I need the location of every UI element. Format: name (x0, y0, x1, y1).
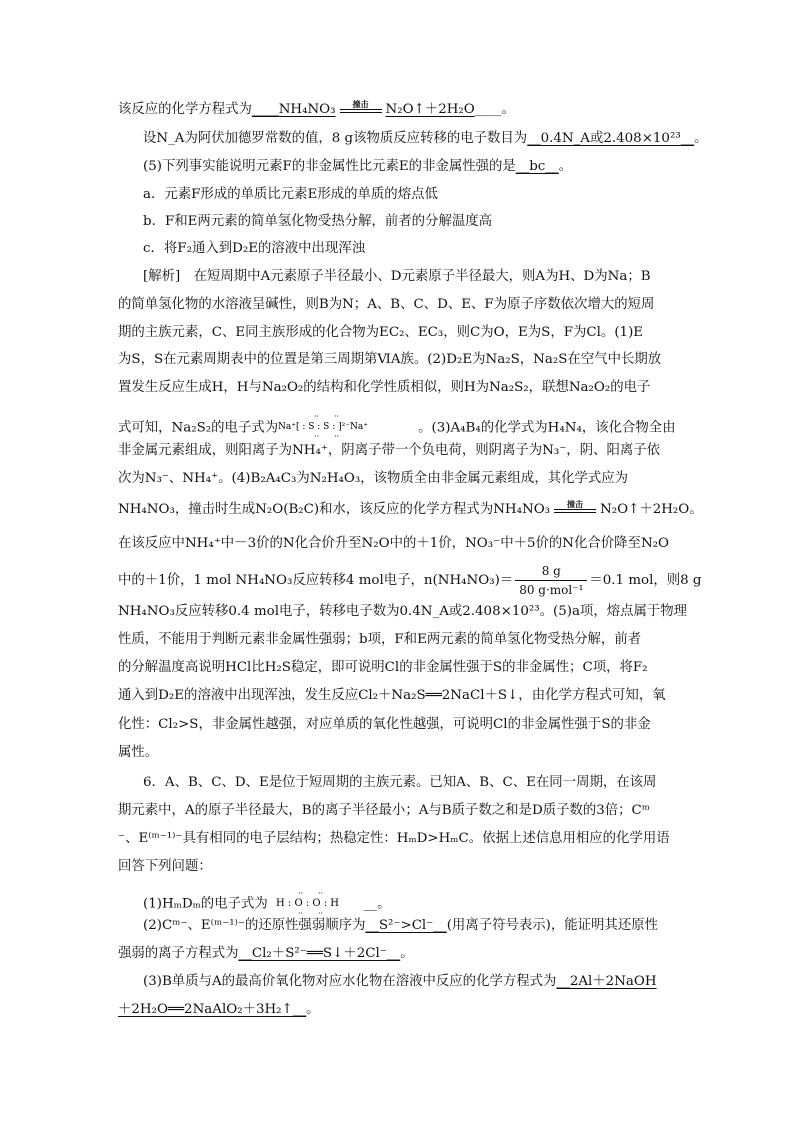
svg-text:··: ·· (317, 909, 323, 918)
text: __。 (363, 896, 391, 912)
question-6-line: 回答下列问题： (118, 859, 212, 874)
answer-blank: N₂O↑＋2H₂O (385, 102, 475, 117)
electron-formula-na2s2 (278, 413, 418, 443)
question-6-line: 6．A、B、C、D、E是位于短周期的主族元素。已知A、B、C、E在同一周期，在该周 (143, 775, 657, 790)
svg-text:··: ·· (314, 432, 320, 441)
answer-blank: ＋2H₂O══2NaAlO₂＋3H₂↑__ (118, 1002, 307, 1017)
option-c: c．将F₂通入到D₂E的溶液中出现浑浊 (143, 241, 366, 256)
analysis-line: NH₄NO₃反应转移0.4 mol电子，转移电子数为0.4N_A或2.408×10²³。(5)a项，熔点属于物理 (118, 604, 688, 619)
option-a: a．元素F形成的单质比元素E形成的单质的熔点低 (143, 187, 438, 202)
text: 设N_A为阿伏加德罗常数的值，8 g该物质反应转移的电子数目为 (143, 131, 528, 146)
svg-text:Na⁺[ : S : S : ]²⁻Na⁺: Na⁺[ : S : S : ]²⁻Na⁺ (278, 422, 369, 432)
analysis-line: [解析] 在短周期中A元素原子半径最小、D元素原子半径最大，则A为H、D为Na；B (143, 269, 651, 284)
analysis-line (118, 562, 702, 599)
electron-formula-drawing (268, 889, 364, 919)
analysis-line: 的简单氢化物的水溶液呈碱性，则B为N；A、B、C、D、E、F为原子序数依次增大的短周 (118, 297, 655, 312)
fraction (515, 562, 587, 599)
text: (2)Cᵐ⁻、E⁽ᵐ⁻¹⁾⁻的还原性强弱顺序为 (143, 918, 366, 933)
analysis-line: 性质，不能用于判断元素非金属性强弱；b项，F和E两元素的简单氢化物受热分解，前者 (118, 632, 642, 647)
svg-text:··: ·· (334, 413, 340, 421)
text: 中的＋1价，1 mol NH₄NO₃反应转移4 mol电子，n(NH₄NO₃)＝ (118, 573, 514, 588)
text: (1)HₘDₘ的电子式为 (143, 896, 268, 912)
text: (3)B单质与A的最高价氧化物对应水化物在溶液中反应的化学方程式为 (143, 974, 557, 989)
condition-label: 撞击 (352, 98, 369, 109)
answer-blank: __2Al＋2NaOH (556, 974, 657, 989)
analysis-line (118, 413, 676, 443)
svg-text:··: ·· (334, 432, 340, 441)
question-6-line: ⁻、E⁽ᵐ⁻¹⁾⁻具有相同的电子层结构；热稳定性：HₘD>HₘC。依据上述信息用相应的化学用语 (118, 831, 670, 846)
subquestion-3 (143, 973, 657, 991)
text: 强弱的离子方程式为 (118, 946, 239, 961)
subquestion-2 (143, 917, 658, 935)
svg-text:··: ·· (297, 909, 303, 918)
text: 。 (400, 946, 414, 961)
text: ____。 (474, 102, 515, 117)
condition-label: 撞击 (567, 498, 584, 509)
question-line (143, 158, 572, 176)
text: (5)下列事实能说明元素F的非金属性比元素E的非金属性强的是 (143, 159, 516, 174)
text: 。 (694, 131, 708, 146)
text: N₂O↑＋2H₂O。 (600, 502, 703, 517)
text: NH₄NO₃，撞击时生成N₂O(B₂C)和水，该反应的化学方程式为NH₄NO₃ (118, 502, 551, 517)
analysis-line: 次为N₃⁻、NH₄⁺。(4)B₂A₄C₃为N₂H₄O₃，该物质全由非金属元素组成，其化学式应为 (118, 471, 629, 486)
question-line (143, 130, 707, 148)
analysis-line: 通入到D₂E的溶液中出现浑浊，发生反应Cl₂＋Na₂S══2NaCl＋S↓，由化学方程式可知，氧 (118, 688, 666, 703)
analysis-line: 期的主族元素，C、E同主族形成的化合物为EC₂、EC₃，则C为O，E为S，F为Cl。(1)E (118, 325, 644, 340)
svg-text:··: ·· (317, 889, 323, 898)
text: (用离子符号表示)，能证明其还原性 (446, 918, 658, 933)
reaction-condition (552, 498, 598, 517)
electron-formula-drawing (278, 413, 418, 443)
analysis-line: 的分解温度高说明HCl比H₂S稳定，即可说明Cl的非金属性强于S的非金属性；C项，将F₂ (118, 660, 648, 675)
answer-blank: __bc__ (515, 159, 559, 174)
analysis-line (118, 498, 703, 519)
equation-line (118, 98, 515, 119)
numerator: 8 g (515, 562, 587, 581)
text: 式可知，Na₂S₂的电子式为 (118, 420, 279, 436)
analysis-line: 属性。 (118, 745, 159, 760)
analysis-line: 非金属元素组成，则阳离子为NH₄⁺，阴离子带一个负电荷，则阴离子为N₃⁻，阴、阳离子依 (118, 443, 661, 458)
analysis-line: 置发生反应生成H，H与Na₂O₂的结构和化学性质相似，则H为Na₂S₂，联想Na₂O₂的电子 (118, 380, 651, 395)
analysis-line: 化性：Cl₂>S，非金属性越强，对应单质的氧化性越强，可说明Cl的非金属性强于S的非金 (118, 717, 651, 732)
reaction-condition (338, 98, 384, 117)
subquestion-3-cont (118, 1001, 320, 1019)
question-6-line: 期元素中，A的原子半径最大，B的离子半径最小；A与B质子数之和是D质子数的3倍；Cᵐ (118, 803, 651, 818)
text: ＝0.1 mol，则8 g (589, 573, 702, 588)
answer-blank: __S²⁻>Cl⁻__ (365, 918, 447, 933)
analysis-line: 在该反应中NH₄⁺中－3价的N化合价升至N₂O中的＋1价，NO₃⁻中＋5价的N化合价降至N₂O (118, 536, 670, 551)
answer-blank: __0.4N_A或2.408×10²³__ (527, 131, 695, 146)
text: 。 (558, 159, 573, 174)
electron-formula-h2o2 (268, 889, 364, 919)
option-b: b．F和E两元素的简单氢化物受热分解，前者的分解温度高 (143, 214, 493, 229)
answer-blank: ____NH₄NO₃ (251, 102, 336, 117)
svg-text:··: ·· (297, 889, 303, 898)
text: 。 (306, 1002, 320, 1017)
svg-text:H : O : O : H: H : O : O : H (275, 898, 339, 909)
svg-text:··: ·· (314, 413, 320, 421)
text: 该反应的化学方程式为 (118, 102, 252, 117)
subquestion-2-cont (118, 945, 414, 963)
answer-blank: __Cl₂＋S²⁻══S↓＋2Cl⁻__ (238, 946, 401, 961)
analysis-line: 为S，S在元素周期表中的位置是第三周期第ⅥA族。(2)D₂E为Na₂S，Na₂S在空气中长期放 (118, 352, 662, 367)
subquestion-1 (143, 889, 391, 919)
denominator: 80 g·mol⁻¹ (519, 583, 584, 597)
text: 。(3)A₄B₄的化学式为H₄N₄，该化合物全由 (418, 420, 676, 436)
